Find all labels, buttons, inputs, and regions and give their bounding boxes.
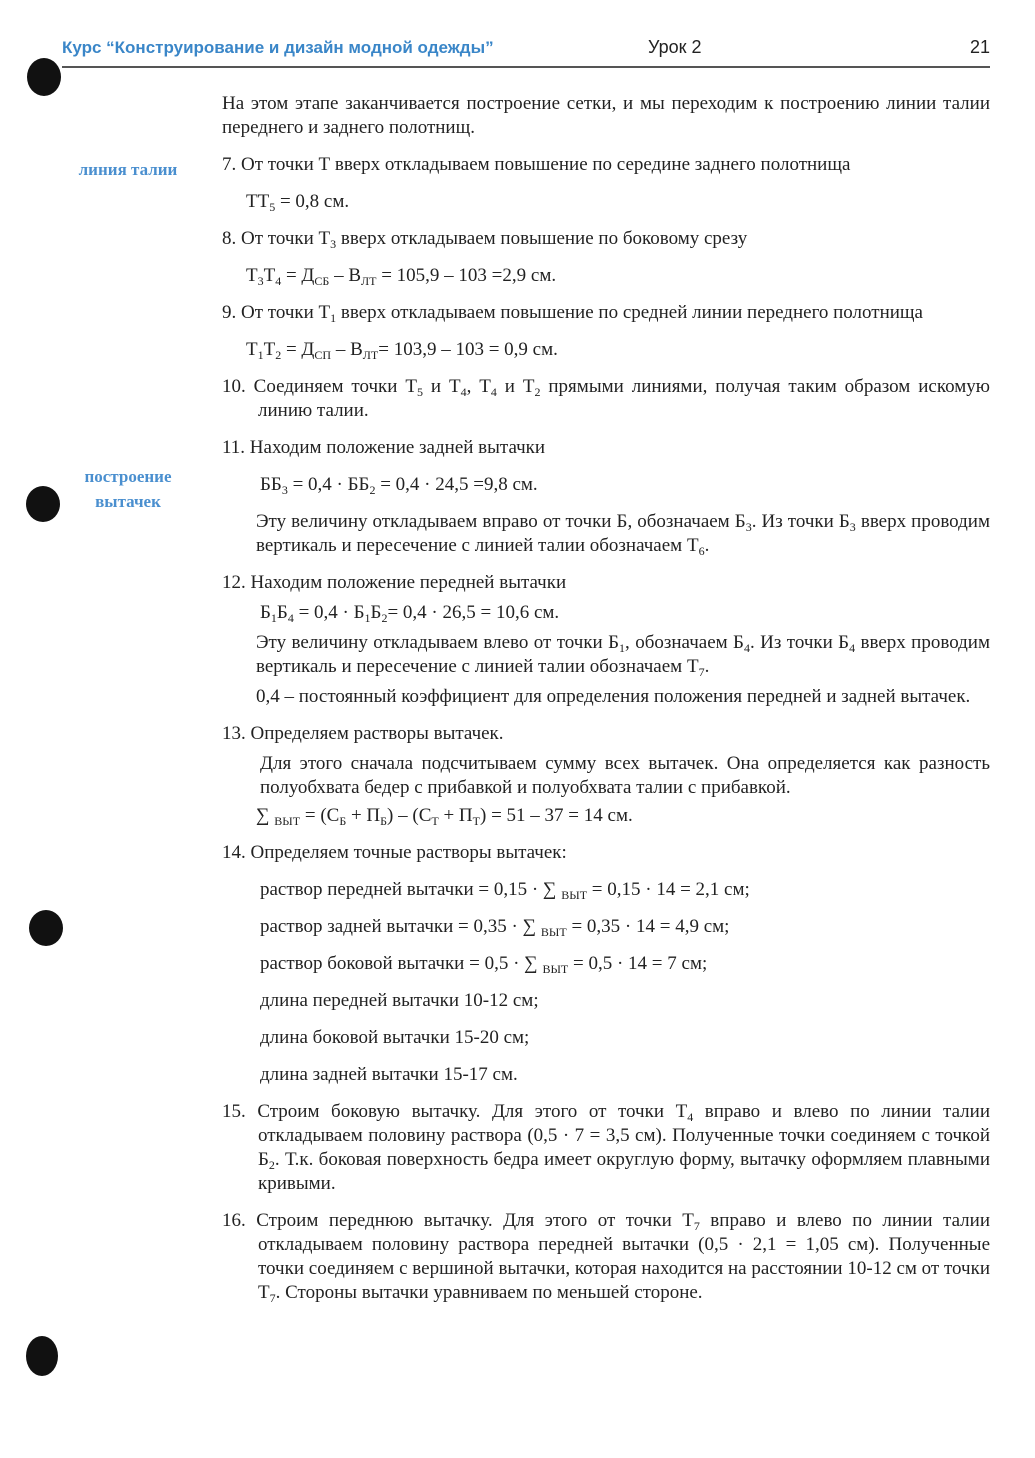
description-text: . bbox=[704, 535, 710, 556]
step-16 bbox=[222, 1209, 990, 1305]
back-dart-width bbox=[260, 915, 990, 939]
step-11: 11. Находим положение задней вытачки bbox=[222, 437, 546, 458]
formula-7 bbox=[246, 190, 990, 214]
step-13: 13. Определяем растворы вытачек. bbox=[222, 723, 504, 744]
subscript: 2 bbox=[275, 348, 282, 362]
description-text: . Из точки Б bbox=[751, 511, 850, 532]
formula-text: = 0,8 см. bbox=[275, 191, 350, 212]
subscript: 3 bbox=[257, 274, 264, 288]
formula-text: Б bbox=[260, 602, 271, 623]
step-10 bbox=[222, 375, 990, 423]
front-dart-width bbox=[260, 878, 990, 902]
step-7: 7. От точки Т вверх откладываем повышение по середине заднего полотнища bbox=[222, 154, 851, 175]
step-text: прямыми линиями, получая таким образом искомую линию талии. bbox=[258, 376, 990, 421]
formula-11 bbox=[260, 473, 990, 497]
subscript: 2 bbox=[534, 385, 541, 399]
description-text: Эту величину откладываем влево от точки Б bbox=[256, 632, 620, 653]
formula-text: – В bbox=[331, 339, 363, 360]
page-number: 21 bbox=[969, 37, 990, 57]
step-text: , Т bbox=[466, 376, 491, 397]
step-12: 12. Находим положение передней вытачки bbox=[222, 572, 567, 593]
subscript: 4 bbox=[687, 1110, 694, 1124]
step-15 bbox=[222, 1100, 990, 1196]
formula-text: = 103,9 – 103 = 0,9 см. bbox=[378, 339, 558, 360]
subscript: Б bbox=[339, 814, 347, 828]
subscript: 1 bbox=[364, 611, 371, 625]
subscript: СП bbox=[314, 348, 332, 362]
description-text: . bbox=[704, 656, 710, 677]
margin-note-text: построение bbox=[84, 467, 172, 486]
formula-text: Б bbox=[276, 602, 288, 623]
subscript: ЛТ bbox=[362, 348, 379, 362]
subscript: 5 bbox=[416, 385, 423, 399]
side-dart-length: длина боковой вытачки 15-20 см; bbox=[260, 1027, 530, 1048]
margin-note-text: линия талии bbox=[78, 160, 178, 179]
item-text: = 0,35 · 14 = 4,9 см; bbox=[566, 916, 730, 937]
step-text: 8. От точки Т bbox=[222, 228, 331, 249]
step-13-description: Для этого сначала подсчитываем сумму всех вытачек. Она определяется как разность полуобхвата бедер с прибавкой и полуобхвата талии с прибавкой. bbox=[260, 753, 990, 798]
subscript: 4 bbox=[275, 274, 282, 288]
subscript: СБ bbox=[314, 274, 330, 288]
formula-text: = Д bbox=[281, 339, 315, 360]
subscript: 4 bbox=[743, 641, 750, 655]
subscript: 1 bbox=[257, 348, 264, 362]
formula-text: = 0,4 · ББ bbox=[287, 474, 370, 495]
formula-text: + П bbox=[346, 805, 381, 826]
subscript: ВЫТ bbox=[274, 814, 301, 828]
step-12-description bbox=[256, 631, 990, 679]
subscript: 6 bbox=[698, 544, 705, 558]
subscript: 7 bbox=[269, 1291, 276, 1305]
subscript: 4 bbox=[849, 641, 856, 655]
step-text: вправо и влево по линии талии откладываем половину раствора (0,5 · 7 = 3,5 см). Полученные точки соединяем с точкой Б bbox=[258, 1101, 990, 1170]
formula-text: Т bbox=[263, 265, 276, 286]
step-9 bbox=[222, 301, 990, 325]
subscript: 7 bbox=[693, 1219, 700, 1233]
page-header bbox=[62, 36, 990, 68]
step-text: вверх откладываем повышение по боковому срезу bbox=[336, 228, 748, 249]
description-text: вверх проводим вертикаль и пересечение с линией талии обозначаем Т bbox=[256, 632, 990, 677]
item-text: = 0,5 · 14 = 7 см; bbox=[568, 953, 708, 974]
formula-text: = (С bbox=[300, 805, 340, 826]
formula-text: = 0,4 · 24,5 =9,8 см. bbox=[375, 474, 538, 495]
formula-text: Т bbox=[263, 339, 276, 360]
coefficient-note: 0,4 – постоянный коэффициент для определения положения передней и задней вытачек. bbox=[256, 686, 971, 707]
margin-note-waist-line bbox=[58, 157, 198, 182]
description-text: . Из точки Б bbox=[749, 632, 850, 653]
formula-text: ТТ bbox=[246, 191, 270, 212]
formula-text: Б bbox=[370, 602, 382, 623]
subscript: 1 bbox=[270, 611, 277, 625]
step-text: вправо и влево по линии талии откладываем половину раствора передней вытачки (0,5 · 2,1 = 1,05 см). Полученные точки соединяем с вершиной вытачки, которая находится на расстоянии 10-12 см от точки Т bbox=[258, 1210, 990, 1303]
item-text: раствор задней вытачки = 0,35 · ∑ bbox=[260, 916, 541, 937]
subscript: 2 bbox=[369, 483, 376, 497]
formula-8 bbox=[246, 264, 990, 288]
step-text: 15. Строим боковую вытачку. Для этого от точки Т bbox=[222, 1101, 688, 1122]
formula-text: Т bbox=[246, 339, 258, 360]
step-text: 9. От точки Т bbox=[222, 302, 331, 323]
step-text: вверх откладываем повышение по средней линии переднего полотнища bbox=[336, 302, 923, 323]
subscript: 2 bbox=[381, 611, 388, 625]
binder-hole bbox=[27, 58, 61, 96]
step-text: и Т bbox=[422, 376, 461, 397]
subscript: 4 bbox=[490, 385, 497, 399]
subscript: 3 bbox=[330, 237, 337, 251]
formula-text: – В bbox=[329, 265, 361, 286]
subscript: ЛТ bbox=[361, 274, 377, 288]
back-dart-length: длина задней вытачки 15-17 см. bbox=[260, 1064, 518, 1085]
step-text: 16. Строим переднюю вытачку. Для этого от точки Т bbox=[222, 1210, 694, 1231]
description-text: Эту величину откладываем вправо от точки Б, обозначаем Б bbox=[256, 511, 746, 532]
description-text: вверх проводим вертикаль и пересечение с линией талии обозначаем Т bbox=[256, 511, 990, 556]
subscript: 4 bbox=[287, 611, 294, 625]
subscript: 1 bbox=[619, 641, 626, 655]
subscript: ВЫТ bbox=[540, 925, 567, 939]
subscript: 3 bbox=[849, 520, 856, 534]
side-dart-width bbox=[260, 952, 990, 976]
formula-12 bbox=[260, 601, 990, 625]
formula-text: = 0,4 · 26,5 = 10,6 см. bbox=[387, 602, 560, 623]
subscript: 4 bbox=[460, 385, 467, 399]
subscript: Т bbox=[472, 814, 480, 828]
formula-13 bbox=[256, 804, 990, 828]
intro-paragraph: На этом этапе заканчивается построение сетки, и мы переходим к построению линии талии переднего и заднего полотнищ. bbox=[222, 93, 990, 138]
subscript: Б bbox=[380, 814, 388, 828]
subscript: ВЫТ bbox=[561, 888, 588, 902]
formula-text: ББ bbox=[260, 474, 282, 495]
binder-hole bbox=[26, 1336, 58, 1376]
subscript: Т bbox=[431, 814, 439, 828]
formula-text: = Д bbox=[281, 265, 315, 286]
item-text: раствор боковой вытачки = 0,5 · ∑ bbox=[260, 953, 543, 974]
course-title: Курс “Конструирование и дизайн модной одежды” bbox=[62, 38, 494, 57]
subscript: 2 bbox=[268, 1158, 275, 1172]
formula-text: + П bbox=[438, 805, 473, 826]
step-8 bbox=[222, 227, 990, 251]
formula-text: ∑ bbox=[256, 805, 275, 826]
margin-note-darts bbox=[58, 464, 198, 514]
formula-text: = 105,9 – 103 =2,9 см. bbox=[376, 265, 557, 286]
step-11-description bbox=[256, 510, 990, 558]
step-text: . Т.к. боковая поверхность бедра имеет округлую форму, вытачку оформляем плавными кривыми. bbox=[258, 1149, 990, 1194]
item-text: = 0,15 · 14 = 2,1 см; bbox=[587, 879, 750, 900]
front-dart-length: длина передней вытачки 10-12 см; bbox=[260, 990, 539, 1011]
lesson-label: Урок 2 bbox=[648, 37, 702, 57]
binder-hole bbox=[26, 486, 60, 522]
formula-text: Т bbox=[246, 265, 258, 286]
step-text: и Т bbox=[496, 376, 535, 397]
subscript: 1 bbox=[330, 311, 337, 325]
subscript: 3 bbox=[745, 520, 752, 534]
step-text: . Стороны вытачки уравниваем по меньшей стороне. bbox=[275, 1282, 703, 1303]
subscript: 7 bbox=[698, 665, 705, 679]
item-text: раствор передней вытачки = 0,15 · ∑ bbox=[260, 879, 562, 900]
formula-text: ) = 51 – 37 = 14 см. bbox=[480, 805, 633, 826]
formula-text: ) – (С bbox=[387, 805, 432, 826]
step-text: 10. Соединяем точки Т bbox=[222, 376, 417, 397]
subscript: 5 bbox=[269, 200, 276, 214]
binder-hole bbox=[29, 910, 63, 946]
formula-text: = 0,4 · Б bbox=[293, 602, 365, 623]
margin-note-text: вытачек bbox=[95, 492, 161, 511]
subscript: 3 bbox=[281, 483, 288, 497]
description-text: , обозначаем Б bbox=[625, 632, 744, 653]
formula-9 bbox=[246, 338, 990, 362]
subscript: ВЫТ bbox=[542, 962, 569, 976]
main-text bbox=[222, 92, 990, 1318]
step-14: 14. Определяем точные растворы вытачек: bbox=[222, 842, 567, 863]
